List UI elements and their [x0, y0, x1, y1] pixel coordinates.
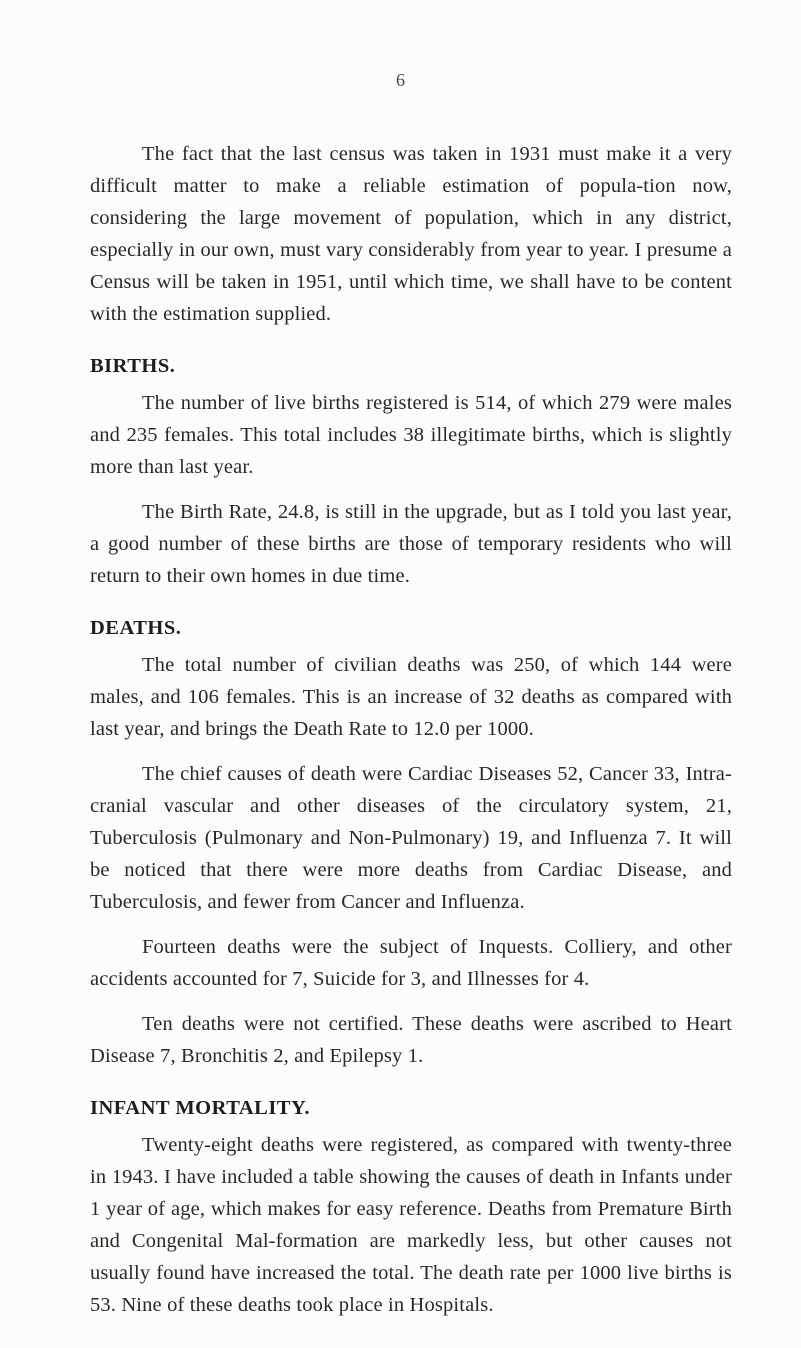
deaths-paragraph-1: The total number of civilian deaths was 250, of which 144 were males, and 106 females. This is an increase of 32 deaths as compared with last year, and brings the Death Rate to 12.0 per 1000.: [90, 654, 732, 740]
deaths-paragraph-3: Fourteen deaths were the subject of Inquests. Colliery, and other accidents accounted for 7, Suicide for 3, and Illnesses for 4.: [90, 936, 732, 990]
births-heading: BIRTHS.: [90, 355, 176, 377]
infant-mortality-heading: INFANT MORTALITY.: [90, 1097, 311, 1119]
deaths-paragraph-4: Ten deaths were not certified. These deaths were ascribed to Heart Disease 7, Bronchitis 2, and Epilepsy 1.: [90, 1013, 732, 1067]
infant-mortality-paragraph-1: Twenty-eight deaths were registered, as compared with twenty-three in 1943. I have included a table showing the causes of death in Infants under 1 year of age, which makes for easy reference. Deaths from Premature Birth and Congenital Mal-formation are markedly less, but other causes not usually found have increased the total. The death rate per 1000 live births is 53. Nine of these deaths took place in Hospitals.: [90, 1134, 732, 1316]
deaths-paragraph-2: The chief causes of death were Cardiac Diseases 52, Cancer 33, Intra-cranial vascular and other diseases of the circulatory system, 21, Tuberculosis (Pulmonary and Non-Pulmonary) 19, and Influenza 7. It will be noticed that there were more deaths from Cardiac Disease, and Tuberculosis, and fewer from Cancer and Influenza.: [90, 763, 732, 913]
births-section: [90, 351, 732, 592]
deaths-section: [90, 613, 732, 1072]
page-number: 6: [396, 70, 405, 90]
intro-paragraph: The fact that the last census was taken in 1931 must make it a very difficult matter to make a reliable estimation of popula-tion now, considering the large movement of population, which in any district, especially in our own, must vary considerably from year to year. I presume a Census will be taken in 1951, until which time, we shall have to be content with the estimation supplied.: [90, 143, 732, 325]
births-paragraph-2: The Birth Rate, 24.8, is still in the upgrade, but as I told you last year, a good number of these births are those of temporary residents who will return to their own homes in due time.: [90, 501, 732, 587]
deaths-heading: DEATHS.: [90, 617, 182, 639]
document-body: [90, 138, 732, 1334]
infant-mortality-section: [90, 1093, 732, 1321]
births-paragraph-1: The number of live births registered is 514, of which 279 were males and 235 females. This total includes 38 illegitimate births, which is slightly more than last year.: [90, 392, 732, 478]
